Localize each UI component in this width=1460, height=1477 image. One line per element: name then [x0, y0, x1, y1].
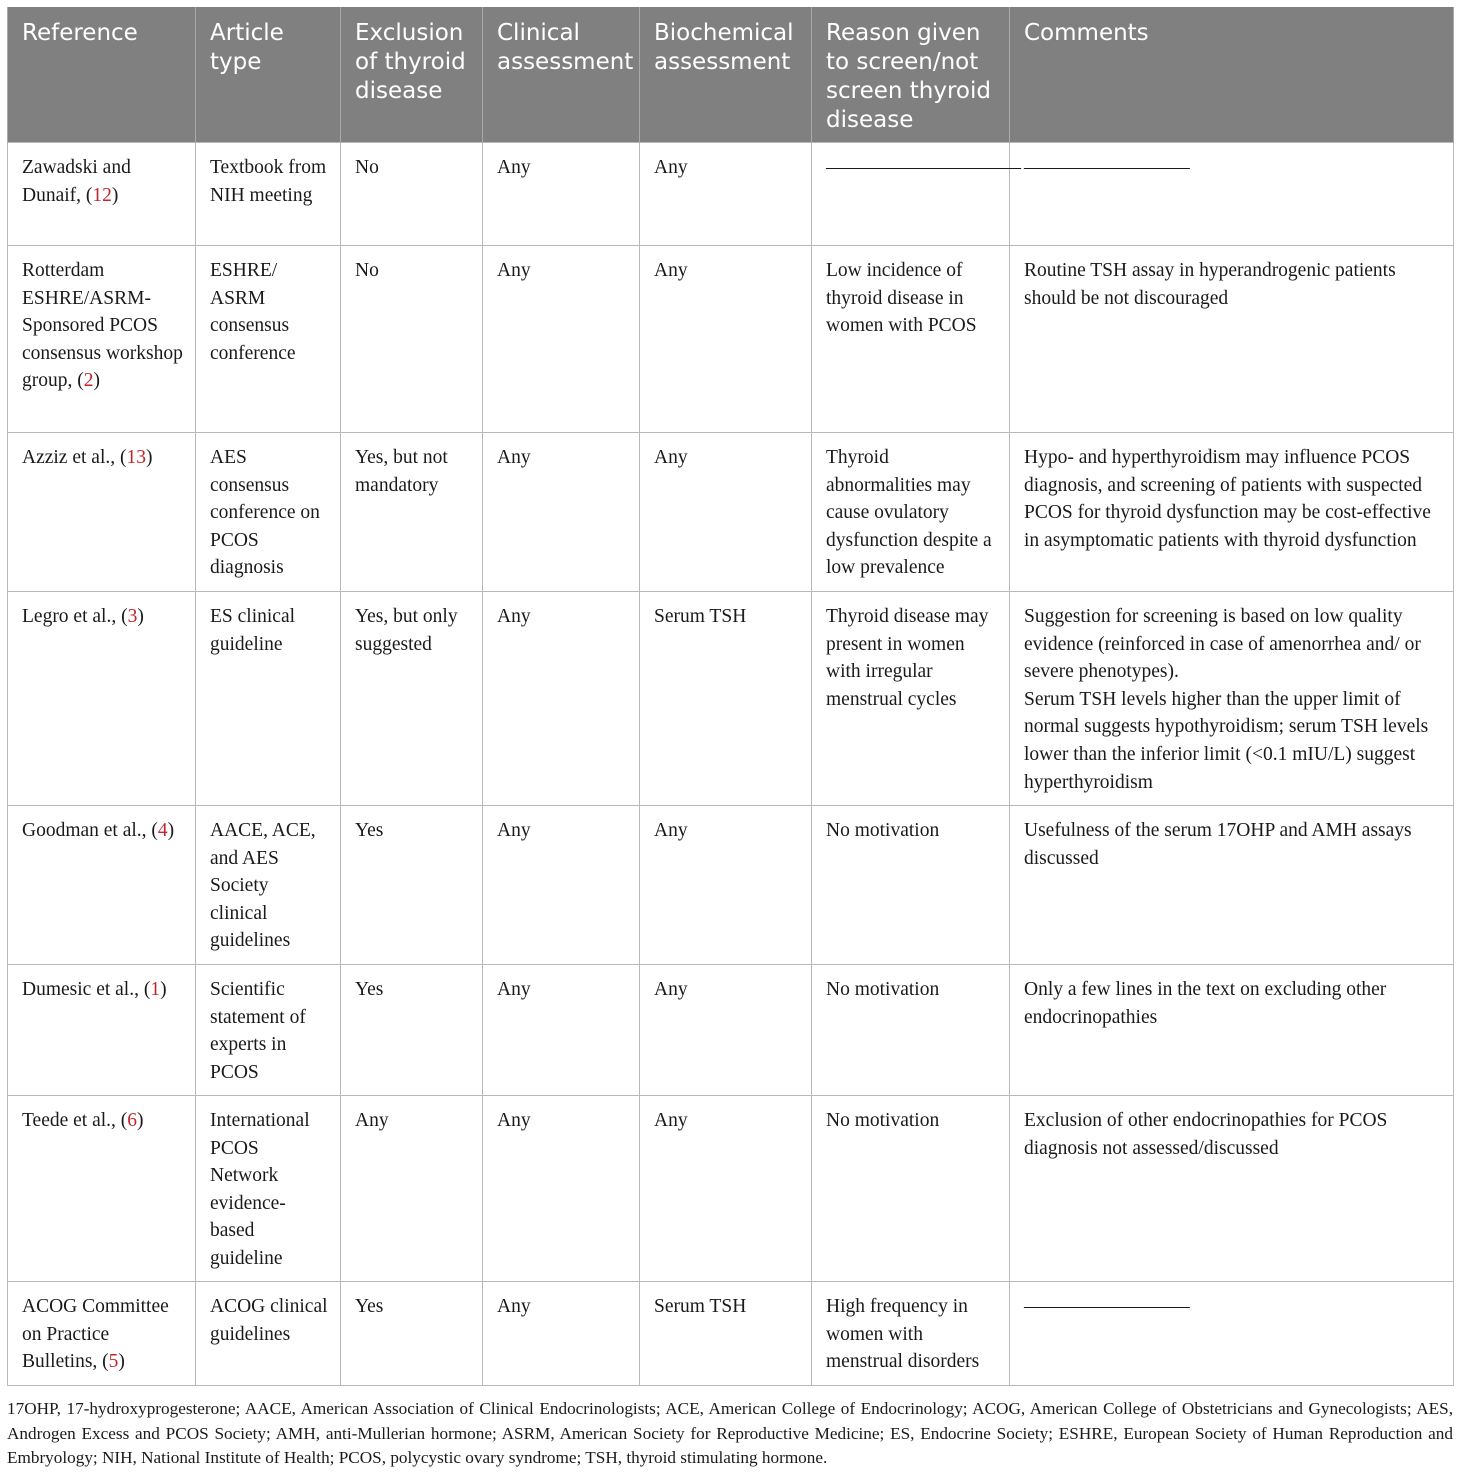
cell-exclusion: Any	[341, 1096, 483, 1282]
table-row	[8, 1282, 1454, 1386]
cell-biochemical: Any	[640, 433, 812, 592]
cell-biochemical: Serum TSH	[640, 592, 812, 806]
cell-comments: Exclusion of other endocrinopathies for PCOS diagnosis not assessed/discussed	[1010, 1096, 1454, 1282]
reference-text: Zawadski and Dunaif, (	[22, 157, 131, 206]
cell-article-type: AES consensus conference on PCOS diagnosis	[196, 433, 341, 592]
citation-link[interactable]: 12	[92, 184, 112, 206]
table-row	[8, 246, 1454, 433]
cell-comments: Routine TSH assay in hyperandrogenic patients should be not discouraged	[1010, 246, 1454, 433]
cell-comments: ————————–	[1010, 143, 1454, 246]
cell-reference	[8, 433, 196, 592]
reference-close: )	[145, 447, 153, 468]
reference-text: Rotterdam ESHRE/ASRM-Sponsored PCOS consensus workshop group, (	[22, 260, 183, 392]
cell-reason: High frequency in women with menstrual disorders	[812, 1282, 1010, 1386]
reference-close: )	[167, 820, 175, 841]
reference-close: )	[111, 184, 119, 206]
cell-reason: No motivation	[812, 1096, 1010, 1282]
cell-biochemical: Any	[640, 806, 812, 965]
cell-reference	[8, 1282, 196, 1386]
header-clinical: Clinical assessment	[483, 7, 640, 143]
cell-exclusion: No	[341, 143, 483, 246]
header-reason: Reason given to screen/not screen thyroid disease	[812, 7, 1010, 143]
cell-comments: Hypo- and hyperthyroidism may influence PCOS diagnosis, and screening of patients with suspected PCOS for thyroid dysfunction may be cost-effective in asymptomatic patients with thyroid dysfunction	[1010, 433, 1454, 592]
table-row	[8, 592, 1454, 806]
citation-link[interactable]: 5	[108, 1351, 119, 1373]
comments-paragraph-1: Suggestion for screening is based on low quality evidence (reinforced in case of amenorrhea and/ or severe phenotypes).	[1024, 606, 1421, 683]
citation-link[interactable]: 4	[157, 820, 168, 841]
cell-reference	[8, 806, 196, 965]
header-reference: Reference	[8, 7, 196, 143]
cell-article-type: ACOG clinical guidelines	[196, 1282, 341, 1386]
cell-reference	[8, 143, 196, 246]
reference-close: )	[137, 1110, 144, 1131]
cell-reason: ——————————	[812, 143, 1010, 246]
cell-reason: No motivation	[812, 965, 1010, 1096]
citation-link[interactable]: 13	[126, 447, 146, 468]
cell-clinical: Any	[483, 143, 640, 246]
reference-close: )	[118, 1351, 125, 1373]
table-footnote: 17OHP, 17-hydroxyprogesterone; AACE, American Association of Clinical Endocrinologists; ACE, American College of Endocrinology; ACOG, American College of Obstetricians and Gynecologists; AES, Androgen Excess and PCOS Society; AMH, anti-Mullerian hormone; ASRM, American Society for Reproductive Medicine; ES, Endocrine Society; ESHRE, European Society of Human Reproduction and Embryology; NIH, National Institute of Health; PCOS, polycystic ovary syndrome; TSH, thyroid stimulating hormone.	[7, 1399, 1453, 1467]
cell-exclusion: Yes, but not mandatory	[341, 433, 483, 592]
reference-text: Teede et al., (	[22, 1110, 128, 1131]
thyroid-screening-table	[7, 7, 1454, 1386]
citation-link[interactable]: 2	[83, 370, 94, 392]
cell-exclusion: Yes, but only suggested	[341, 592, 483, 806]
cell-biochemical: Any	[640, 965, 812, 1096]
citation-link[interactable]: 1	[150, 979, 161, 1000]
reference-close: )	[137, 606, 144, 627]
table-row	[8, 806, 1454, 965]
cell-clinical: Any	[483, 806, 640, 965]
cell-reason: No motivation	[812, 806, 1010, 965]
comments-paragraph-2: Serum TSH levels higher than the upper limit of normal suggests hypothyroidism; serum TSH levels lower than the inferior limit (<0.1 mIU/L) suggest hyperthyroidism	[1024, 688, 1429, 793]
header-biochemical: Biochemical assessment	[640, 7, 812, 143]
cell-reference	[8, 592, 196, 806]
table-row	[8, 1096, 1454, 1282]
cell-biochemical: Any	[640, 143, 812, 246]
cell-reason: Thyroid disease may present in women with irregular menstrual cycles	[812, 592, 1010, 806]
cell-comments: ————————–	[1010, 1282, 1454, 1386]
reference-text: Azziz et al., (	[22, 447, 127, 468]
cell-article-type: ESHRE/ ASRM consensus conference	[196, 246, 341, 433]
cell-biochemical: Any	[640, 246, 812, 433]
header-row	[8, 7, 1454, 143]
citation-link[interactable]: 6	[127, 1110, 138, 1131]
cell-article-type: International PCOS Network evidence-based guideline	[196, 1096, 341, 1282]
table-row	[8, 143, 1454, 246]
reference-text: Legro et al., (	[22, 606, 128, 627]
citation-link[interactable]: 3	[127, 606, 138, 627]
cell-article-type: Textbook from NIH meeting	[196, 143, 341, 246]
cell-comments	[1010, 592, 1454, 806]
cell-exclusion: No	[341, 246, 483, 433]
cell-article-type: Scientific statement of experts in PCOS	[196, 965, 341, 1096]
cell-reason: Low incidence of thyroid disease in women with PCOS	[812, 246, 1010, 433]
cell-clinical: Any	[483, 1282, 640, 1386]
header-article-type: Article type	[196, 7, 341, 143]
cell-clinical: Any	[483, 965, 640, 1096]
cell-reference	[8, 965, 196, 1096]
reference-text: ACOG Committee on Practice Bulletins, (	[22, 1296, 169, 1373]
table-row	[8, 433, 1454, 592]
cell-comments: Usefulness of the serum 17OHP and AMH assays discussed	[1010, 806, 1454, 965]
reference-text: Goodman et al., (	[22, 820, 158, 841]
cell-reason: Thyroid abnormalities may cause ovulatory dysfunction despite a low prevalence	[812, 433, 1010, 592]
cell-clinical: Any	[483, 592, 640, 806]
cell-clinical: Any	[483, 1096, 640, 1282]
cell-exclusion: Yes	[341, 965, 483, 1096]
cell-exclusion: Yes	[341, 1282, 483, 1386]
header-exclusion: Exclusion of thyroid disease	[341, 7, 483, 143]
cell-biochemical: Any	[640, 1096, 812, 1282]
reference-close: )	[93, 370, 100, 392]
table-container	[7, 7, 1453, 1386]
cell-biochemical: Serum TSH	[640, 1282, 812, 1386]
cell-reference	[8, 246, 196, 433]
table-row	[8, 965, 1454, 1096]
reference-text: Dumesic et al., (	[22, 979, 151, 1000]
cell-clinical: Any	[483, 246, 640, 433]
cell-clinical: Any	[483, 433, 640, 592]
cell-article-type: AACE, ACE, and AES Society clinical guidelines	[196, 806, 341, 965]
reference-close: )	[160, 979, 167, 1000]
cell-article-type: ES clinical guideline	[196, 592, 341, 806]
header-comments: Comments	[1010, 7, 1454, 143]
cell-exclusion: Yes	[341, 806, 483, 965]
cell-comments: Only a few lines in the text on excluding other endocrinopathies	[1010, 965, 1454, 1096]
cell-reference	[8, 1096, 196, 1282]
